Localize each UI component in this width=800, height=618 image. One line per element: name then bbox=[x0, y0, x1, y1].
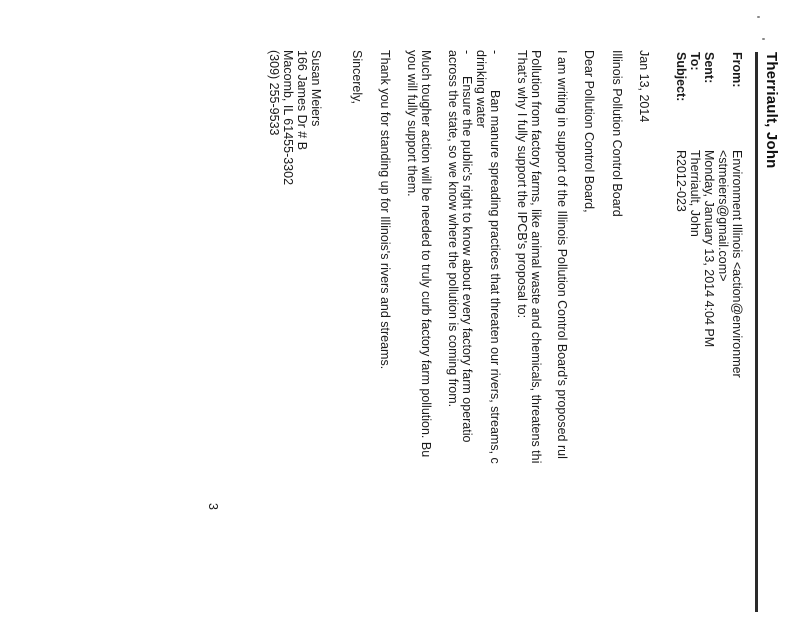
sent-label: Sent: bbox=[702, 52, 716, 84]
page-number: 3 bbox=[206, 503, 220, 510]
bullet-1-line-1: Ban manure spreading practices that threaten our rivers, streams, c bbox=[488, 90, 502, 464]
header-rule bbox=[755, 52, 758, 612]
intro-line-3: That's why I fully support the IPCB's proposal to: bbox=[515, 50, 529, 319]
intro-line-2: Pollution from factory farms, like animal waste and chemicals, threatens thi bbox=[529, 50, 543, 464]
subject-label: Subject: bbox=[674, 52, 688, 102]
scan-speck bbox=[762, 38, 765, 40]
bullet-2-mark: - bbox=[460, 50, 474, 55]
letter-date: Jan 13, 2014 bbox=[637, 50, 651, 123]
closing-paragraph-line-2: you will fully support them. bbox=[405, 50, 419, 197]
thanks-line: Thank you for standing up for Illinois's rivers and streams. bbox=[378, 50, 392, 370]
bullet-1-mark: - bbox=[488, 50, 502, 55]
from-label: From: bbox=[730, 52, 744, 88]
sign-off: Sincerely, bbox=[350, 50, 364, 104]
subject-value: R2012-023 bbox=[674, 150, 688, 212]
to-value: Therriault, John bbox=[688, 150, 702, 237]
signature-address-1: 166 James Dr # B bbox=[295, 50, 309, 151]
to-label: To: bbox=[688, 52, 702, 71]
bullet-1-line-2: drinking water bbox=[474, 50, 488, 128]
bullet-2-line-2: across the state, so we know where the pollution is coming from. bbox=[446, 50, 460, 408]
signature-address-2: Macomb, IL 61455-3302 bbox=[281, 50, 295, 186]
bullet-2-line-1: Ensure the public's right to know about every factory farm operatio bbox=[460, 76, 474, 443]
scan-speck bbox=[757, 16, 760, 18]
from-value-line2: <stmeiers@gmail.com> bbox=[716, 150, 730, 282]
sent-value: Monday, January 13, 2014 4:04 PM bbox=[702, 150, 716, 348]
closing-paragraph-line-1: Much tougher action will be needed to truly curb factory farm pollution. Bu bbox=[419, 50, 433, 458]
signature-phone: (309) 255-9533 bbox=[267, 50, 281, 136]
intro-line-1: I am writing in support of the Illinois Pollution Control Board's proposed rul bbox=[555, 50, 569, 459]
letter-salutation: Dear Pollution Control Board, bbox=[582, 50, 596, 213]
email-title: Therriault, John bbox=[763, 52, 780, 169]
letter-recipient: Illinois Pollution Control Board bbox=[610, 50, 624, 217]
from-value-line1: Environment Illinois <action@environmer bbox=[730, 150, 744, 378]
signature-name: Susan Meiers bbox=[309, 50, 323, 127]
